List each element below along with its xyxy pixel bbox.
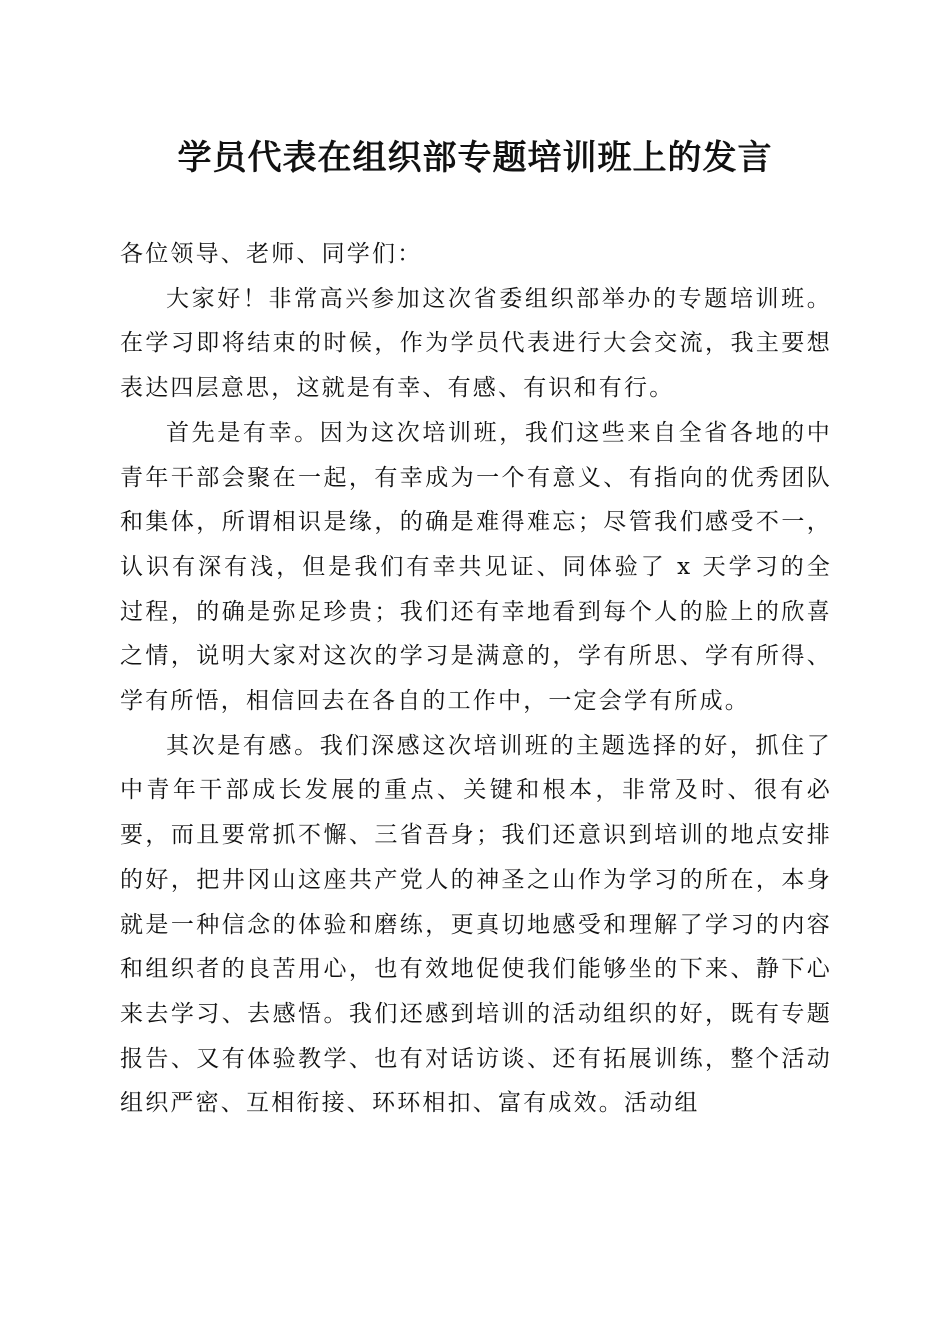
salutation: 各位领导、老师、同学们： — [120, 241, 423, 267]
paragraph-fortunate: 首先是有幸。因为这次培训班，我们这些来自全省各地的中青年干部会聚在一起，有幸成为一个有意义、有指向的优秀团队和集体，所谓相识是缘，的确是难得难忘；尽管我们感受不一，认识有深有浅，但是我们有幸共见证、同体验了 x 天学习的全过程，的确是弥足珍贵；我们还有幸地看到每个人的脸上的欣喜之情，说明大家对这次的学习是满意的，学有所思、学有所得、学有所悟，相信回去在各自的工作中，一定会学有所成。 — [120, 419, 832, 715]
document-title: 学员代表在组织部专题培训班上的发言 — [177, 138, 773, 178]
paragraph-feelings: 其次是有感。我们深感这次培训班的主题选择的好，抓住了中青年干部成长发展的重点、关键和根本，非常及时、很有必要，而且要常抓不懈、三省吾身；我们还意识到培训的地点安排的好，把井冈山这座共产党人的神圣之山作为学习的所在，本身就是一种信念的体验和磨练，更真切地感受和理解了学习的内容和组织者的良苦用心，也有效地促使我们能够坐的下来、静下心来去学习、去感悟。我们还感到培训的活动组织的好，既有专题报告、又有体验教学、也有对话访谈、还有拓展训练，整个活动组织严密、互相衔接、环环相扣、富有成效。活动组 — [120, 732, 832, 1117]
document-body — [120, 232, 832, 1126]
paragraph-greeting: 大家好！非常高兴参加这次省委组织部举办的专题培训班。在学习即将结束的时候，作为学员代表进行大会交流，我主要想表达四层意思，这就是有幸、有感、有识和有行。 — [120, 285, 832, 402]
